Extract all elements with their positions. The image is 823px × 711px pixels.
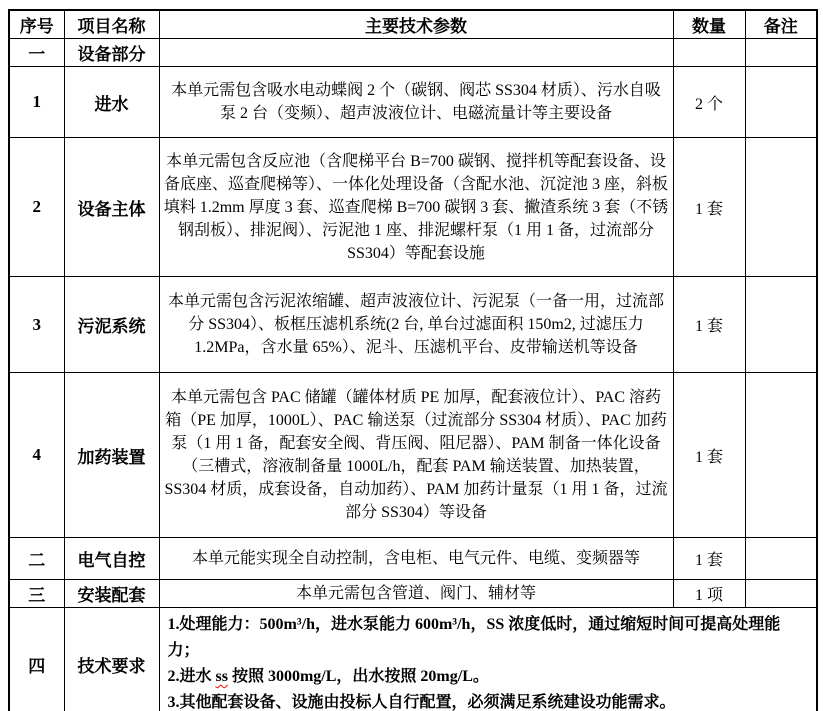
params-cell xyxy=(159,39,673,67)
spec-table xyxy=(8,9,818,711)
table-row-dosing-device xyxy=(9,373,817,538)
header-tech-params: 主要技术参数 xyxy=(159,10,673,39)
table-row-installation-support xyxy=(9,580,817,608)
params-cell: 本单元能实现全自动控制，含电柜、电气元件、电缆、变频器等 xyxy=(159,538,673,580)
quantity-cell: 1 套 xyxy=(673,538,745,580)
serial-cell: 2 xyxy=(9,138,64,277)
serial-cell: 1 xyxy=(9,67,64,138)
params-cell: 本单元需包含管道、阀门、辅材等 xyxy=(159,580,673,608)
serial-cell: 4 xyxy=(9,373,64,538)
tech-requirement-line-3: 3.其他配套设备、设施由投标人自行配置，必须满足系统建设功能需求。 xyxy=(167,694,676,711)
item-name-cell: 污泥系统 xyxy=(64,277,159,373)
remark-cell xyxy=(745,538,817,580)
tech-line2-suffix: 按照 3000mg/L，出水按照 20mg/L。 xyxy=(227,668,489,685)
remark-cell xyxy=(745,277,817,373)
item-name-cell: 加药装置 xyxy=(64,373,159,538)
remark-cell xyxy=(745,580,817,608)
tech-requirement-line-2 xyxy=(168,664,807,690)
quantity-cell: 1 套 xyxy=(673,138,745,277)
header-row xyxy=(9,10,817,39)
quantity-cell: 1 套 xyxy=(673,373,745,538)
serial-cell: 3 xyxy=(9,277,64,373)
serial-cell: 二 xyxy=(9,538,64,580)
quantity-cell xyxy=(673,39,745,67)
table-row-inlet-water xyxy=(9,67,817,138)
params-cell: 本单元需包含吸水电动蝶阀 2 个（碳钢、阀芯 SS304 材质）、污水自吸泵 2 台（变频）、超声波液位计、电磁流量计等主要设备 xyxy=(159,67,673,138)
table-row-tech-requirements xyxy=(9,608,817,711)
table-row-electrical-control xyxy=(9,538,817,580)
serial-cell: 三 xyxy=(9,580,64,608)
remark-cell xyxy=(745,373,817,538)
item-name-cell: 安装配套 xyxy=(64,580,159,608)
serial-cell: 四 xyxy=(9,608,64,711)
table-row-sludge-system xyxy=(9,277,817,373)
quantity-cell: 1 项 xyxy=(673,580,745,608)
table-row-main-equipment xyxy=(9,138,817,277)
params-cell: 本单元需包含反应池（含爬梯平台 B=700 碳钢、搅拌机等配套设备、设备底座、巡查爬梯等）、一体化处理设备（含配水池、沉淀池 3 座，斜板填料 1.2mm 厚度 3 套、巡查爬梯 B=700 碳钢 3 套、撇渣系统 3 套（不锈钢刮板）、排泥阀）、污泥池 1 座、排泥螺杆泵（1 用 1 备，过流部分 SS304）等配套设施 xyxy=(159,138,673,277)
table-row-equipment-section xyxy=(9,39,817,67)
quantity-cell: 1 套 xyxy=(673,277,745,373)
item-name-cell: 电气自控 xyxy=(64,538,159,580)
header-quantity: 数量 xyxy=(673,10,745,39)
header-item-name: 项目名称 xyxy=(64,10,159,39)
remark-cell xyxy=(745,39,817,67)
header-serial: 序号 xyxy=(9,10,64,39)
tech-line2-prefix: 2.进水 xyxy=(167,668,216,685)
item-name-cell: 技术要求 xyxy=(64,608,159,711)
params-cell: 本单元需包含污泥浓缩罐、超声波液位计、污泥泵（一备一用，过流部分 SS304）、板框压滤机系统(2 台, 单台过滤面积 150m2, 过滤压力 1.2MPa，含水量 65%）、泥斗、压滤机平台、皮带输送机等设备 xyxy=(159,277,673,373)
remark-cell xyxy=(745,138,817,277)
header-remark: 备注 xyxy=(745,10,817,39)
misspelled-word: ss xyxy=(215,668,228,685)
item-name-cell: 设备部分 xyxy=(64,39,159,67)
item-name-cell: 进水 xyxy=(64,67,159,138)
item-name-cell: 设备主体 xyxy=(64,138,159,277)
tech-requirements-cell xyxy=(159,608,817,711)
quantity-cell: 2 个 xyxy=(673,67,745,138)
tech-requirement-line-1: 1.处理能力：500m³/h，进水泵能力 600m³/h，SS 浓度低时，通过缩短时间可提高处理能力； xyxy=(167,616,781,659)
serial-cell: 一 xyxy=(9,39,64,67)
params-cell: 本单元需包含 PAC 储罐（罐体材质 PE 加厚，配套液位计）、PAC 溶药箱（PE 加厚，1000L）、PAC 输送泵（过流部分 SS304 材质）、PAC 加药泵（1 用 1 备，配套安全阀、背压阀、阻尼器）、PAM 制备一体化设备（三槽式，溶液制备量 1000L/h，配套 PAM 输送装置、加热装置，SS304 材质，成套设备，自动加药）、PAM 加药计量泵（1 用 1 备，过流部分 SS304）等设备 xyxy=(159,373,673,538)
remark-cell xyxy=(745,67,817,138)
